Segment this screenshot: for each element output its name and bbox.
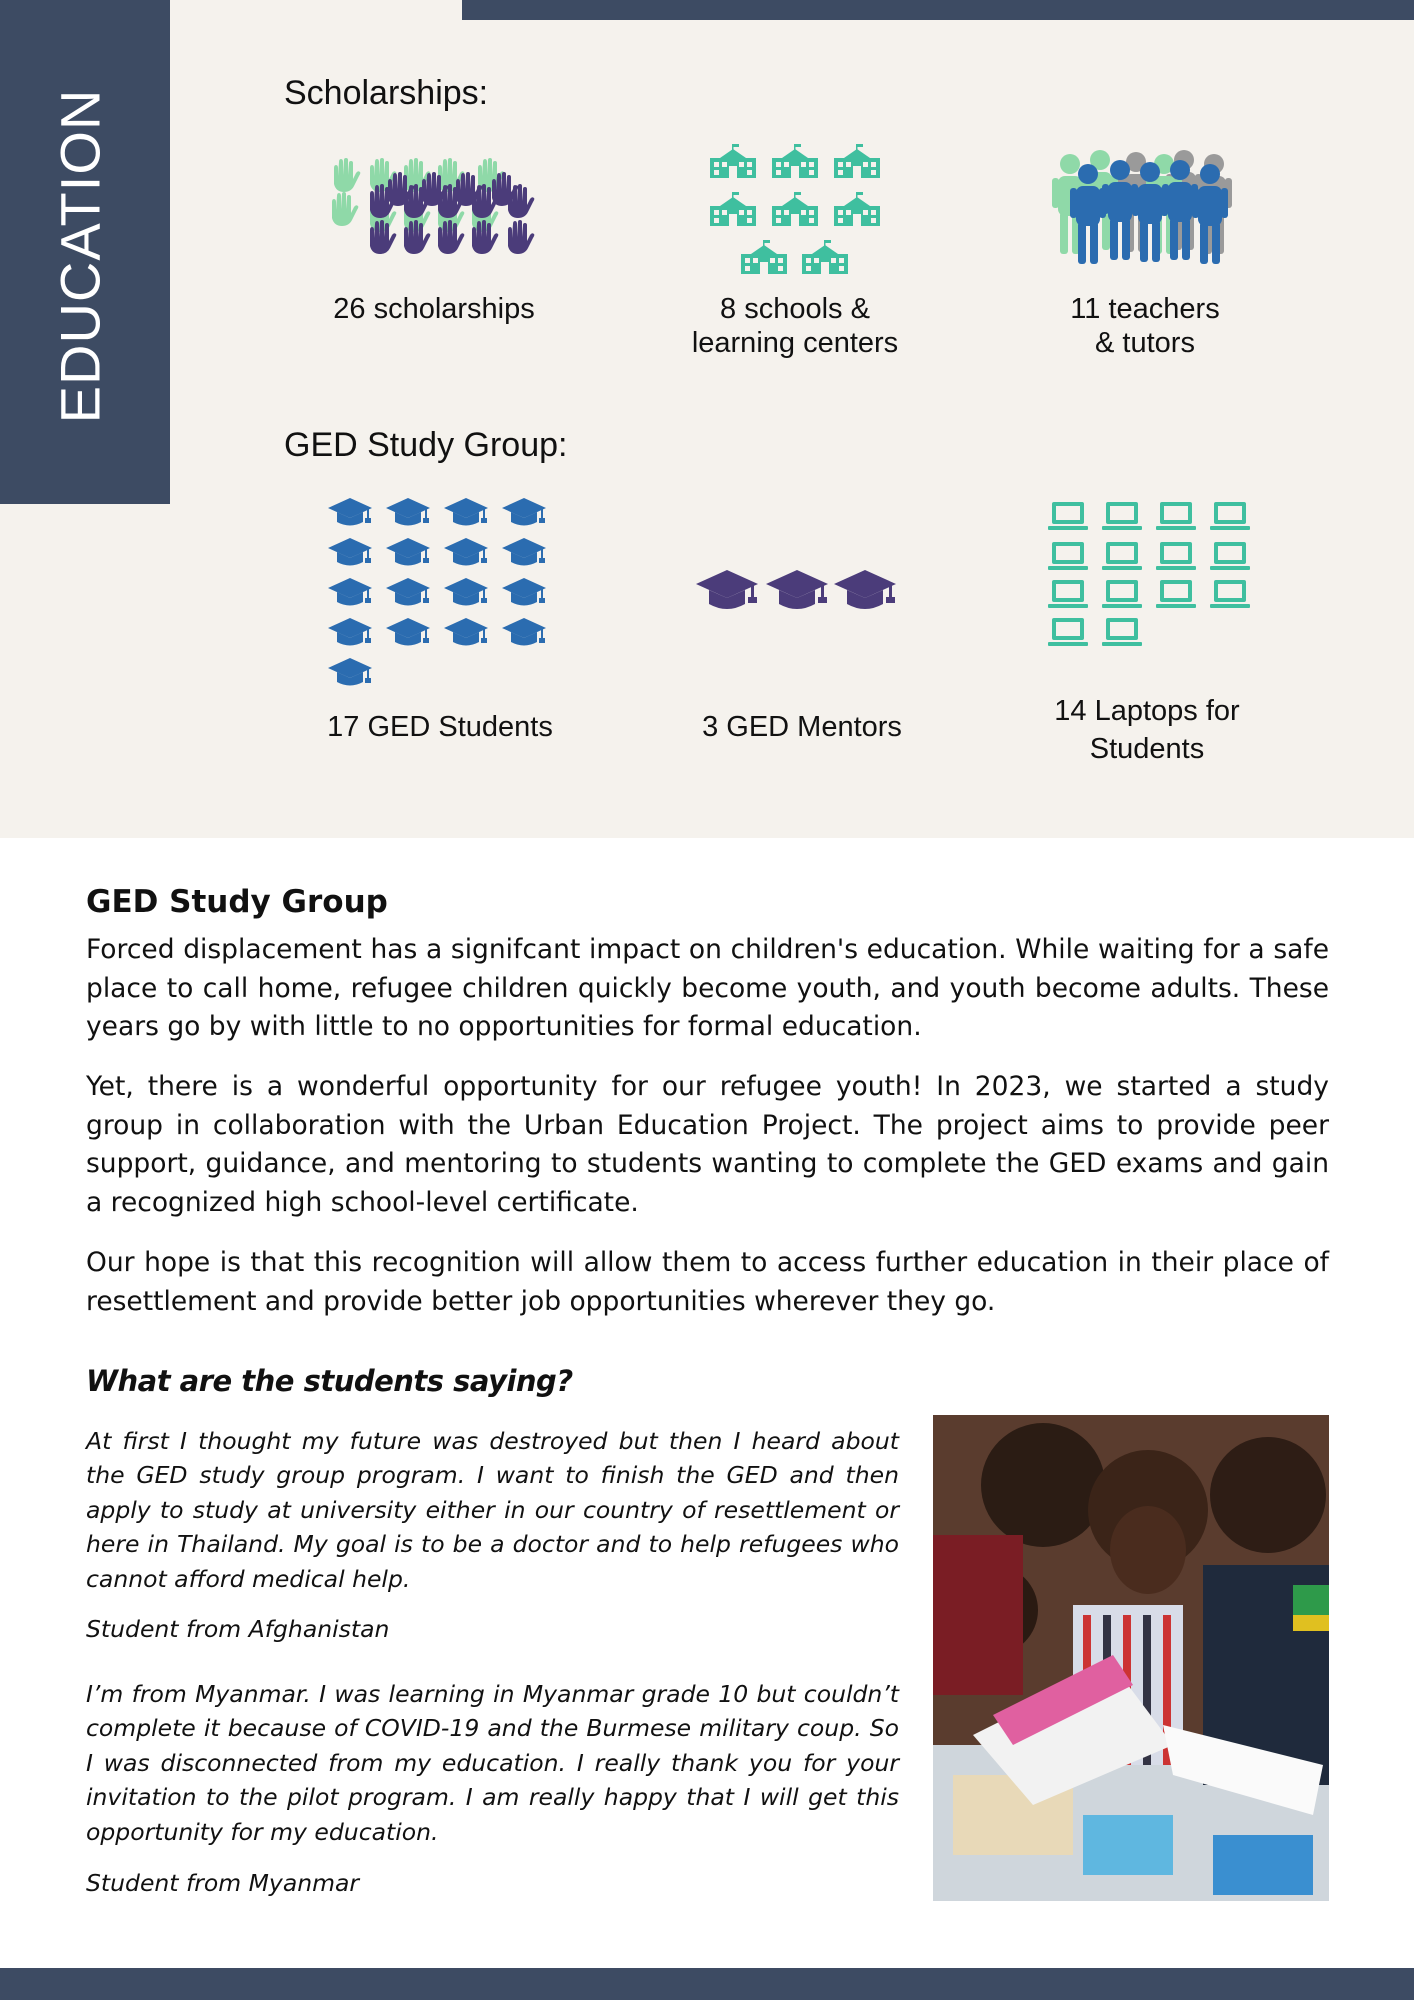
section-label: EDUCATION xyxy=(48,88,112,424)
hands-icon xyxy=(328,158,540,258)
graduation-cap-icon xyxy=(694,568,898,618)
schools-count-label xyxy=(692,292,898,360)
teachers-count-line1: 11 teachers xyxy=(1070,293,1220,325)
hands-icon-grid xyxy=(328,158,540,258)
laptops-count-line2: Students xyxy=(1089,733,1205,765)
testimonial-quote: I’m from Myanmar. I was learning in Myanmar grade 10 but couldn’t complete it because of COVID-19 and the Burmese military coup. So I was disconnected from my education. I really thank you for your invitation to the pilot program. I am really happy that I will get this opportunity for my education. xyxy=(86,1680,899,1846)
students-studying-image xyxy=(933,1415,1329,1901)
ged-mentors-count-line1: 3 GED Mentors xyxy=(702,711,902,743)
graduation-cap-icon xyxy=(328,496,550,688)
ged-heading: GED Study Group: xyxy=(284,426,568,464)
people-icon-grid xyxy=(1050,150,1250,274)
teachers-count-label xyxy=(1070,292,1219,360)
schools-count-line1: 8 schools & xyxy=(720,293,870,325)
teachers-count-line2: & tutors xyxy=(1095,327,1195,359)
testimonials-heading: What are the students saying? xyxy=(86,1364,573,1398)
ged-mentors-icon-grid xyxy=(694,568,898,618)
top-accent-bar xyxy=(462,0,1414,20)
article-paragraph: Our hope is that this recognition will allow them to access further education in their place of resettlement and provide better job opportunities wherever they go. xyxy=(86,1247,1329,1317)
scholarships-heading: Scholarships: xyxy=(284,74,489,112)
laptops-count-line1: 14 Laptops for xyxy=(1054,695,1240,727)
ged-students-count-label xyxy=(327,710,553,744)
bottom-accent-bar xyxy=(0,1968,1414,2000)
people-icon xyxy=(1050,150,1250,274)
ged-mentors-count-label xyxy=(702,710,902,744)
testimonial-attribution: Student from Afghanistan xyxy=(86,1615,390,1643)
students-photo xyxy=(933,1415,1329,1901)
ged-students-icon-grid xyxy=(328,496,550,688)
laptop-icon xyxy=(1048,502,1254,650)
article-paragraph: Yet, there is a wonderful opportunity for our refugee youth! In 2023, we started a study group in collaboration with the Urban Education Project. The project aims to provide peer support, guidance, and mentoring to students wanting to complete the GED exams and gain a recognized high school-level certificate. xyxy=(86,1071,1329,1219)
section-sidebar xyxy=(0,0,170,504)
article-heading: GED Study Group xyxy=(86,884,388,920)
testimonial-quote: At first I thought my future was destroyed but then I heard about the GED study group program. I want to finish the GED and then apply to study at university either in our country of resettlement or here in Thailand. My goal is to be a doctor and to help refugees who cannot afford medical help. xyxy=(86,1427,899,1593)
laptops-count-label xyxy=(1054,692,1239,768)
laptops-icon-grid xyxy=(1048,502,1254,650)
testimonial-attribution: Student from Myanmar xyxy=(86,1869,360,1897)
school-icon xyxy=(710,142,882,282)
scholarships-count-line1: 26 scholarships xyxy=(333,293,535,325)
schools-count-line2: learning centers xyxy=(691,327,899,359)
article-paragraph: Forced displacement has a signifcant impact on children's education. While waiting for a safe place to call home, refugee children quickly become youth, and youth become adults. These years go by with little to no opportunities for formal education. xyxy=(86,934,1329,1043)
ged-students-count-line1: 17 GED Students xyxy=(327,711,553,743)
schools-icon-grid xyxy=(710,142,882,282)
scholarships-count-label xyxy=(333,292,535,326)
